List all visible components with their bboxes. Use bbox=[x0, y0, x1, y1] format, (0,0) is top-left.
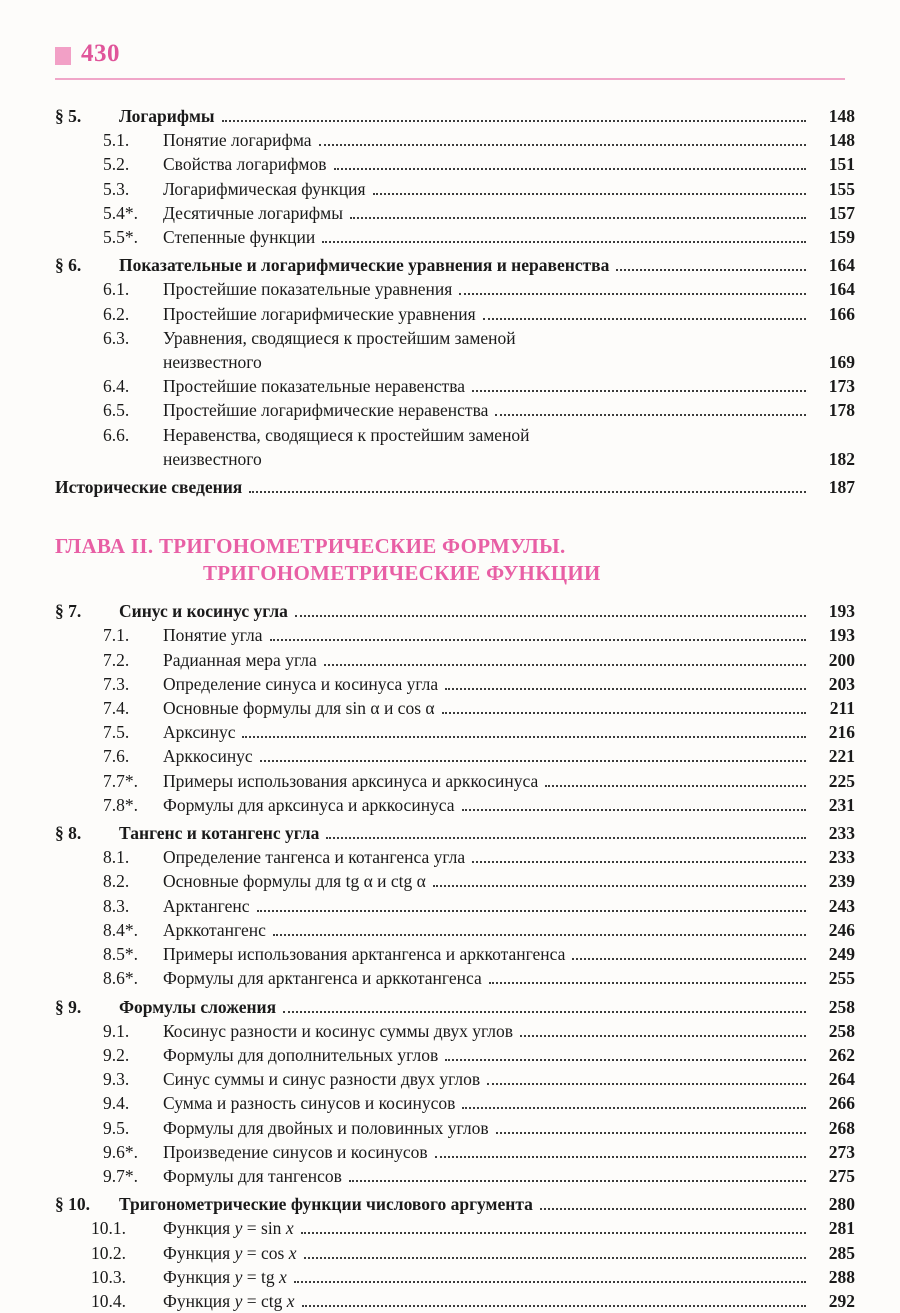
entry-title: Арктангенс bbox=[163, 895, 250, 916]
entry-number: 7.2. bbox=[103, 649, 130, 670]
dot-leader bbox=[616, 269, 806, 271]
toc-subsection-row[interactable] bbox=[55, 648, 855, 672]
entry-page-number: 231 bbox=[828, 794, 855, 815]
entry-number: 5.1. bbox=[103, 130, 130, 151]
entry-page-number: 255 bbox=[828, 968, 855, 989]
toc-subsection-row-continued[interactable] bbox=[55, 447, 855, 471]
entry-number: 8.6*. bbox=[103, 968, 138, 989]
entry-number: 8.2. bbox=[103, 871, 130, 892]
entry-page-number: 292 bbox=[828, 1290, 855, 1311]
entry-number: 6.3. bbox=[103, 327, 130, 348]
entry-title: Простейшие логарифмические неравенства bbox=[163, 400, 489, 421]
dot-leader bbox=[495, 414, 806, 416]
entry-title: Арккотангенс bbox=[163, 919, 266, 940]
toc-subsection-row[interactable] bbox=[55, 918, 855, 942]
entry-page-number: 148 bbox=[828, 106, 855, 126]
entry-title: Функция y = sin x bbox=[163, 1218, 294, 1239]
entry-number: 10.4. bbox=[91, 1290, 126, 1311]
entry-page-number: 211 bbox=[829, 698, 855, 719]
entry-page-number: 258 bbox=[828, 996, 855, 1017]
dot-leader bbox=[442, 712, 806, 714]
entry-page-number: 164 bbox=[828, 255, 855, 276]
entry-title: Показательные и логарифмические уравнения и неравенства bbox=[119, 255, 610, 276]
entry-page-number: 164 bbox=[828, 279, 855, 300]
entry-page-number: 216 bbox=[828, 722, 855, 743]
toc-subsection-row[interactable] bbox=[55, 1164, 855, 1188]
dot-leader bbox=[322, 241, 806, 243]
entry-title: Определение синуса и косинуса угла bbox=[163, 673, 439, 694]
entry-title: Формулы для тангенсов bbox=[163, 1165, 342, 1186]
entry-page-number: 243 bbox=[828, 895, 855, 916]
dot-leader bbox=[242, 736, 806, 738]
entry-number: 7.1. bbox=[103, 625, 130, 646]
dot-leader bbox=[445, 1059, 806, 1061]
dot-leader bbox=[304, 1257, 807, 1259]
entry-number: 9.1. bbox=[103, 1020, 130, 1041]
entry-title: Формулы для дополнительных углов bbox=[163, 1044, 439, 1065]
entry-number: § 6. bbox=[55, 255, 82, 276]
dot-leader bbox=[319, 144, 806, 146]
dot-leader bbox=[260, 760, 806, 762]
entry-title-continued: неизвестного bbox=[163, 448, 262, 469]
entry-number: 7.6. bbox=[103, 746, 130, 767]
toc-subsection-row[interactable] bbox=[55, 302, 855, 326]
toc-subsection-row[interactable] bbox=[55, 374, 855, 398]
entry-page-number: 203 bbox=[828, 673, 855, 694]
entry-page-number: 285 bbox=[828, 1242, 855, 1263]
entry-number: 8.1. bbox=[103, 847, 130, 868]
dot-leader bbox=[294, 1281, 806, 1283]
chapter-heading-line1: ГЛАВА II. ТРИГОНОМЕТРИЧЕСКИЕ ФОРМУЛЫ. bbox=[55, 534, 566, 559]
entry-number: 9.2. bbox=[103, 1044, 130, 1065]
entry-number: 6.1. bbox=[103, 279, 130, 300]
dot-leader bbox=[302, 1305, 806, 1307]
dot-leader bbox=[545, 785, 806, 787]
dot-leader bbox=[222, 120, 806, 122]
entry-page-number: 275 bbox=[828, 1165, 855, 1186]
entry-title: Простейшие показательные уравнения bbox=[163, 279, 453, 300]
toc-section-row[interactable] bbox=[55, 995, 855, 1019]
entry-title: Уравнения, сводящиеся к простейшим заменой bbox=[163, 327, 516, 348]
entry-page-number: 268 bbox=[828, 1117, 855, 1138]
dot-leader bbox=[301, 1232, 806, 1234]
entry-page-number: 266 bbox=[828, 1093, 855, 1114]
toc-subsection-row[interactable] bbox=[55, 201, 855, 225]
dot-leader bbox=[324, 664, 806, 666]
entry-title: Функция y = ctg x bbox=[163, 1290, 295, 1311]
entry-title: Тангенс и котангенс угла bbox=[119, 823, 320, 844]
toc-subsection-row[interactable] bbox=[55, 398, 855, 422]
toc-subsection-row[interactable] bbox=[55, 894, 855, 918]
toc-subsection-row[interactable] bbox=[55, 769, 855, 793]
entry-page-number: 169 bbox=[828, 352, 855, 373]
dot-leader bbox=[472, 861, 806, 863]
entry-number: 9.7*. bbox=[103, 1165, 138, 1186]
header-divider bbox=[55, 78, 845, 80]
entry-number: 5.4*. bbox=[103, 202, 138, 223]
toc-subsection-row[interactable] bbox=[55, 326, 855, 350]
toc-subsection-row[interactable] bbox=[55, 423, 855, 447]
entry-number: 7.5. bbox=[103, 722, 130, 743]
entry-title: Простейшие показательные неравенства bbox=[163, 376, 466, 397]
entry-number: § 9. bbox=[55, 996, 82, 1017]
entry-page-number: 155 bbox=[828, 178, 855, 199]
entry-title: Степенные функции bbox=[163, 227, 316, 248]
dot-leader bbox=[349, 1180, 806, 1182]
toc-subsection-row[interactable] bbox=[55, 128, 855, 152]
entry-page-number: 239 bbox=[828, 871, 855, 892]
toc-section-row[interactable] bbox=[55, 599, 855, 623]
dot-leader bbox=[350, 217, 806, 219]
entry-page-number: 262 bbox=[828, 1044, 855, 1065]
dot-leader bbox=[462, 809, 806, 811]
dot-leader bbox=[373, 193, 806, 195]
toc-subsection-row-continued[interactable] bbox=[55, 350, 855, 374]
toc-subsection-row[interactable] bbox=[55, 177, 855, 201]
dot-leader bbox=[489, 982, 806, 984]
toc-subsection-row[interactable] bbox=[55, 720, 855, 744]
dot-leader bbox=[433, 885, 806, 887]
entry-page-number: 280 bbox=[828, 1194, 855, 1215]
entry-number: 7.7*. bbox=[103, 770, 138, 791]
entry-title: Формулы сложения bbox=[119, 996, 277, 1017]
entry-number: 9.6*. bbox=[103, 1141, 138, 1162]
dot-leader bbox=[483, 318, 806, 320]
entry-title: Функция y = tg x bbox=[163, 1266, 287, 1287]
entry-number: 9.5. bbox=[103, 1117, 130, 1138]
entry-title: Неравенства, сводящиеся к простейшим заменой bbox=[163, 424, 530, 445]
entry-page-number: 157 bbox=[828, 202, 855, 223]
entry-page-number: 151 bbox=[828, 154, 855, 175]
toc-subsection-row[interactable] bbox=[55, 277, 855, 301]
table-of-contents bbox=[55, 100, 855, 1313]
entry-title: Арксинус bbox=[163, 722, 236, 743]
entry-number: § 5. bbox=[55, 106, 82, 126]
toc-history-row[interactable] bbox=[55, 475, 855, 499]
entry-title: Радианная мера угла bbox=[163, 649, 317, 670]
entry-number: § 10. bbox=[55, 1194, 90, 1215]
page-header bbox=[55, 40, 845, 80]
entry-title: Примеры использования арктангенса и арккотангенса bbox=[163, 944, 566, 965]
toc-subsection-row[interactable] bbox=[55, 225, 855, 249]
dot-leader bbox=[270, 639, 807, 641]
entry-page-number: 233 bbox=[828, 847, 855, 868]
entry-page-number: 221 bbox=[828, 746, 855, 767]
entry-page-number: 166 bbox=[828, 303, 855, 324]
entry-title: Понятие логарифма bbox=[163, 130, 312, 151]
toc-subsection-row[interactable] bbox=[55, 1241, 855, 1265]
entry-title: Синус суммы и синус разности двух углов bbox=[163, 1069, 481, 1090]
entry-title: Примеры использования арксинуса и арккосинуса bbox=[163, 770, 539, 791]
entry-title: Тригонометрические функции числового аргумента bbox=[119, 1194, 533, 1215]
toc-subsection-row[interactable] bbox=[55, 1116, 855, 1140]
dot-leader bbox=[257, 910, 806, 912]
toc-subsection-row[interactable] bbox=[55, 1216, 855, 1240]
dot-leader bbox=[273, 934, 806, 936]
toc-subsection-row[interactable] bbox=[55, 1265, 855, 1289]
entry-title: Синус и косинус угла bbox=[119, 601, 288, 622]
toc-subsection-row[interactable] bbox=[55, 1140, 855, 1164]
entry-page-number: 173 bbox=[828, 376, 855, 397]
entry-title: Арккосинус bbox=[163, 746, 253, 767]
toc-subsection-row[interactable] bbox=[55, 1067, 855, 1091]
entry-number: 6.2. bbox=[103, 303, 130, 324]
entry-title: Сумма и разность синусов и косинусов bbox=[163, 1093, 456, 1114]
header-marker-icon bbox=[55, 47, 71, 65]
entry-number: 5.2. bbox=[103, 154, 130, 175]
entry-page-number: 273 bbox=[828, 1141, 855, 1162]
toc-subsection-row[interactable] bbox=[55, 1019, 855, 1043]
entry-title: Произведение синусов и косинусов bbox=[163, 1141, 428, 1162]
entry-page-number: 258 bbox=[828, 1020, 855, 1041]
entry-page-number: 193 bbox=[828, 625, 855, 646]
chapter-heading bbox=[55, 533, 855, 587]
entry-title: Десятичные логарифмы bbox=[163, 202, 343, 223]
toc-subsection-row[interactable] bbox=[55, 966, 855, 990]
entry-page-number: 249 bbox=[828, 944, 855, 965]
toc-subsection-row[interactable] bbox=[55, 1289, 855, 1313]
entry-number: 10.1. bbox=[91, 1218, 126, 1239]
dot-leader bbox=[249, 491, 806, 493]
entry-title: Свойства логарифмов bbox=[163, 154, 327, 175]
entry-number: § 7. bbox=[55, 601, 82, 622]
entry-page-number: 178 bbox=[828, 400, 855, 421]
entry-title: Логарифмическая функция bbox=[163, 178, 366, 199]
entry-page-number: 193 bbox=[828, 601, 855, 622]
toc-subsection-row[interactable] bbox=[55, 744, 855, 768]
dot-leader bbox=[326, 837, 806, 839]
entry-title: Формулы для двойных и половинных углов bbox=[163, 1117, 489, 1138]
dot-leader bbox=[520, 1035, 806, 1037]
dot-leader bbox=[295, 615, 806, 617]
entry-title: Формулы для арктангенса и арккотангенса bbox=[163, 968, 482, 989]
entry-page-number: 246 bbox=[828, 919, 855, 940]
toc-subsection-row[interactable] bbox=[55, 623, 855, 647]
dot-leader bbox=[487, 1083, 806, 1085]
dot-leader bbox=[572, 958, 806, 960]
toc-subsection-row[interactable] bbox=[55, 793, 855, 817]
entry-page-number: 159 bbox=[828, 227, 855, 248]
entry-number: 5.3. bbox=[103, 178, 130, 199]
entry-number: 7.8*. bbox=[103, 794, 138, 815]
entry-title: Понятие угла bbox=[163, 625, 263, 646]
toc-subsection-row[interactable] bbox=[55, 1043, 855, 1067]
entry-page-number: 281 bbox=[828, 1218, 855, 1239]
entry-number: 8.4*. bbox=[103, 919, 138, 940]
entry-page-number: 182 bbox=[828, 448, 855, 469]
entry-title: Формулы для арксинуса и арккосинуса bbox=[163, 794, 455, 815]
entry-title: Логарифмы bbox=[119, 106, 215, 126]
entry-number: 10.3. bbox=[91, 1266, 126, 1287]
toc-subsection-row[interactable] bbox=[55, 869, 855, 893]
entry-title: Функция y = cos x bbox=[163, 1242, 297, 1263]
toc-subsection-row[interactable] bbox=[55, 152, 855, 176]
entry-page-number: 225 bbox=[828, 770, 855, 791]
dot-leader bbox=[496, 1132, 806, 1134]
dot-leader bbox=[445, 688, 806, 690]
dot-leader bbox=[334, 168, 807, 170]
dot-leader bbox=[540, 1208, 806, 1210]
toc-subsection-row[interactable] bbox=[55, 696, 855, 720]
entry-page-number: 233 bbox=[828, 823, 855, 844]
toc-subsection-row[interactable] bbox=[55, 942, 855, 966]
entry-page-number: 264 bbox=[828, 1069, 855, 1090]
entry-title: Простейшие логарифмические уравнения bbox=[163, 303, 476, 324]
entry-page-number: 148 bbox=[828, 130, 855, 151]
entry-page-number: 288 bbox=[828, 1266, 855, 1287]
entry-title: Определение тангенса и котангенса угла bbox=[163, 847, 466, 868]
entry-page-number: 200 bbox=[828, 649, 855, 670]
entry-number: 7.3. bbox=[103, 673, 130, 694]
dot-leader bbox=[472, 390, 806, 392]
entry-title-continued: неизвестного bbox=[163, 352, 262, 373]
entry-number: 6.6. bbox=[103, 424, 130, 445]
entry-number: 7.4. bbox=[103, 698, 130, 719]
toc-subsection-row[interactable] bbox=[55, 1091, 855, 1115]
dot-leader bbox=[462, 1107, 806, 1109]
dot-leader bbox=[283, 1011, 806, 1013]
entry-number: 8.3. bbox=[103, 895, 130, 916]
toc-section-row[interactable] bbox=[55, 1192, 855, 1216]
entry-number: 5.5*. bbox=[103, 227, 138, 248]
entry-page-number: 187 bbox=[828, 477, 855, 498]
entry-number: 6.4. bbox=[103, 376, 130, 397]
toc-section-row[interactable] bbox=[55, 253, 855, 277]
entry-number: 8.5*. bbox=[103, 944, 138, 965]
entry-title: Исторические сведения bbox=[55, 477, 243, 498]
entry-title: Основные формулы для tg α и ctg α bbox=[163, 871, 426, 892]
toc-section-row[interactable] bbox=[55, 821, 855, 845]
entry-title: Основные формулы для sin α и cos α bbox=[163, 698, 435, 719]
dot-leader bbox=[459, 293, 806, 295]
toc-section-row[interactable] bbox=[55, 104, 855, 128]
entry-number: § 8. bbox=[55, 823, 82, 844]
dot-leader bbox=[435, 1156, 806, 1158]
chapter-heading-line2: ТРИГОНОМЕТРИЧЕСКИЕ ФУНКЦИИ bbox=[203, 561, 601, 586]
entry-title: Косинус разности и косинус суммы двух углов bbox=[163, 1020, 514, 1041]
entry-number: 9.3. bbox=[103, 1069, 130, 1090]
toc-subsection-row[interactable] bbox=[55, 672, 855, 696]
page-number: 430 bbox=[81, 40, 120, 67]
entry-number: 9.4. bbox=[103, 1093, 130, 1114]
toc-subsection-row[interactable] bbox=[55, 845, 855, 869]
entry-number: 6.5. bbox=[103, 400, 130, 421]
entry-number: 10.2. bbox=[91, 1242, 126, 1263]
